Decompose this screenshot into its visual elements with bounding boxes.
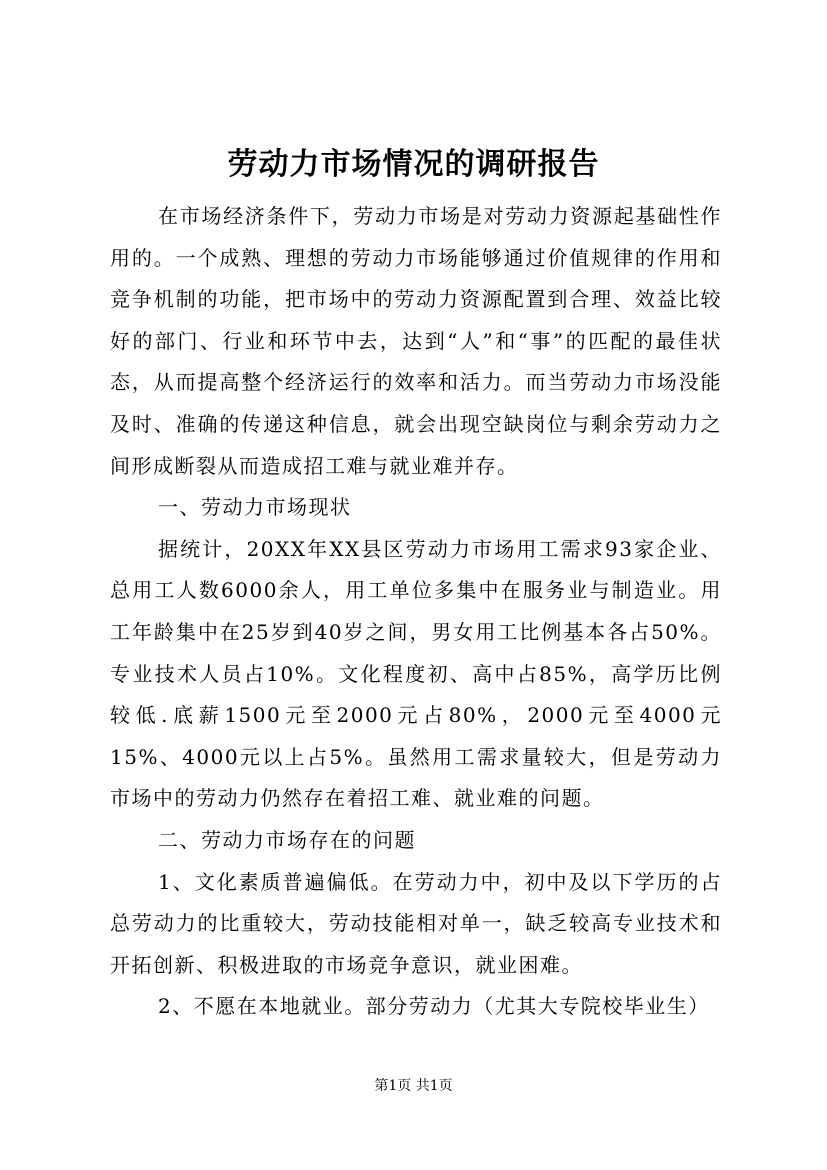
section-heading-problems: 二、劳动力市场存在的问题 [158, 827, 416, 852]
paragraph-problem-1: 1、文化素质普遍偏低。在劳动力中，初中及以下学历的占总劳动力的比重较大，劳动技能相对单一，缺乏较高专业技术和开拓创新、积极进取的市场竞争意识，就业困难。 [110, 869, 722, 977]
paragraph-intro: 在市场经济条件下，劳动力市场是对劳动力资源起基础性作用的。一个成熟、理想的劳动力市场能够通过价值规律的作用和竞争机制的功能，把市场中的劳动力资源配置到合理、效益比较好的部门、行业和环节中去，达到“人”和“事”的匹配的最佳状态，从而提高整个经济运行的效率和活力。而当劳动力市场没能及时、准确的传递这种信息，就会出现空缺岗位与剩余劳动力之间形成断裂从而造成招工难与就业难并存。 [110, 204, 722, 478]
page-number-footer: 第1页 共1页 [374, 1078, 453, 1094]
paragraph-problem-2: 2、不愿在本地就业。部分劳动力（尤其大专院校毕业生） [158, 994, 710, 1019]
document-body [110, 196, 722, 1028]
document-title: 劳动力市场情况的调研报告 [227, 147, 600, 182]
paragraph-statistics: 据统计，20XX年XX县区劳动力市场用工需求93家企业、总用工人数6000余人，用工单位多集中在服务业与制造业。用工年龄集中在25岁到40岁之间，男女用工比例基本各占50%。专业技术人员占10%。文化程度初、高中占85%，高学历比例较低.底薪1500元至2000元占80%，2000元至4000元15%、4000元以上占5%。虽然用工需求量较大，但是劳动力市场中的劳动力仍然存在着招工难、就业难的问题。 [110, 536, 722, 811]
section-heading-status: 一、劳动力市场现状 [158, 495, 352, 520]
